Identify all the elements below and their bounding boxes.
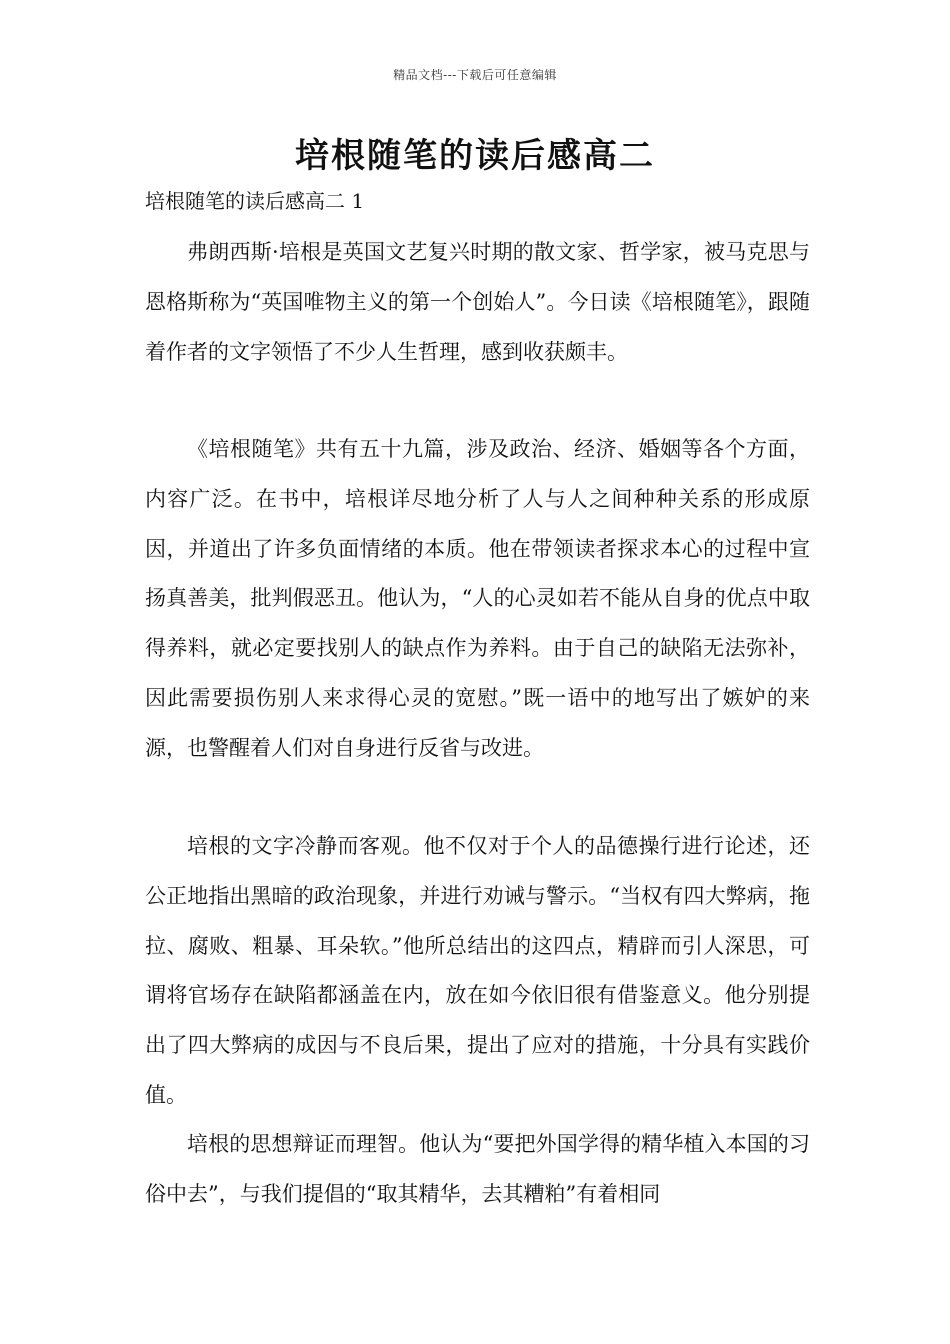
paragraph-3-block	[145, 822, 810, 1121]
paragraph: 《培根随笔》共有五十九篇，涉及政治、经济、婚姻等各个方面，内容广泛。在书中，培根详尽地分析了人与人之间种种关系的形成原因，并道出了许多负面情绪的本质。他在带领读者探求本心的过程中宣扬真善美，批判假恶丑。他认为，“人的心灵如若不能从自身的优点中取得养料，就必定要找别人的缺点作为养料。由于自己的缺陷无法弥补，因此需要损伤别人来求得心灵的宽慰。”既一语中的地写出了嫉妒的来源，也警醒着人们对自身进行反省与改进。	[145, 437, 810, 760]
essay-subtitle: 培根随笔的读后感高二 1	[145, 189, 365, 213]
paragraph: 培根的文字冷静而客观。他不仅对于个人的品德操行进行论述，还公正地指出黑暗的政治现象，并进行劝诫与警示。“当权有四大弊病，拖拉、腐败、粗暴、耳朵软。”他所总结出的这四点，精辟而引人深思，可谓将官场存在缺陷都涵盖在内，放在如今依旧很有借鉴意义。他分别提出了四大弊病的成因与不良后果，提出了应对的措施，十分具有实践价值。	[145, 834, 810, 1107]
paragraph: 弗朗西斯·培根是英国文艺复兴时期的散文家、哲学家，被马克思与恩格斯称为“英国唯物主义的第一个创始人”。今日读《培根随笔》，跟随着作者的文字领悟了不少人生哲理，感到收获颇丰。	[145, 240, 810, 364]
paragraph-1-block	[145, 228, 810, 377]
paragraph-2-block	[145, 425, 810, 774]
header-note: 精品文档---下载后可任意编辑	[393, 68, 557, 82]
paragraph-4-block	[145, 1120, 810, 1220]
page-title: 培根随笔的读后感高二	[295, 136, 655, 176]
paragraph: 培根的思想辩证而理智。他认为“要把外国学得的精华植入本国的习俗中去”，与我们提倡的“取其精华，去其糟粕”有着相同	[145, 1132, 810, 1206]
